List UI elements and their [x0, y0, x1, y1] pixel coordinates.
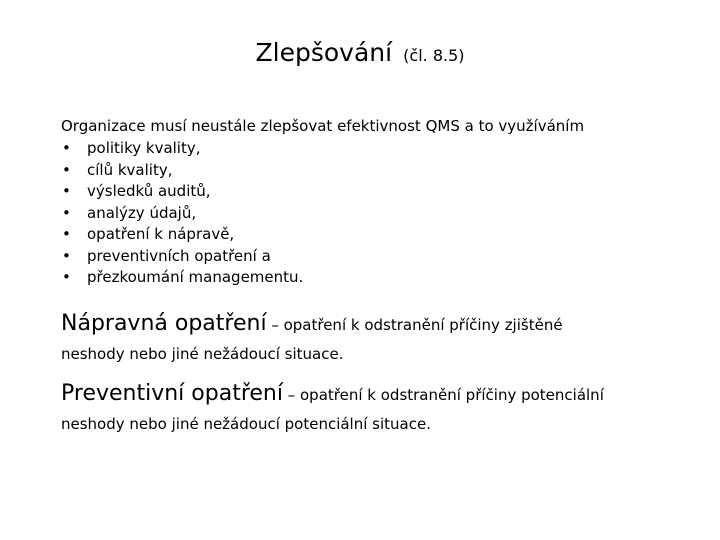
list-item-text: výsledků auditů,: [87, 182, 211, 200]
slide-title-reference: (čl. 8.5): [403, 46, 465, 65]
bullet-list: [61, 138, 303, 289]
list-item-text: opatření k nápravě,: [87, 225, 235, 243]
definition-term: Preventivní opatření: [61, 381, 283, 406]
list-item: [61, 267, 303, 289]
bullet-icon: •: [62, 160, 71, 179]
definition-corrective-action: [61, 310, 563, 364]
list-item: [61, 203, 303, 225]
list-item-text: přezkoumání managementu.: [87, 268, 304, 286]
intro-text: Organizace musí neustále zlepšovat efektivnost QMS a to využíváním: [61, 117, 585, 135]
definition-term: Nápravná opatření: [61, 311, 267, 336]
definition-text: – opatření k odstranění příčiny zjištěné: [266, 316, 563, 334]
definition-line-2: neshody nebo jiné nežádoucí potenciální situace.: [61, 415, 431, 433]
slide-title-main: Zlepšování: [255, 38, 393, 67]
list-item: [61, 181, 303, 203]
bullet-icon: •: [62, 182, 71, 200]
list-item-text: politiky kvality,: [87, 139, 201, 157]
list-item: [61, 138, 303, 160]
bullet-icon: •: [62, 268, 71, 286]
bullet-icon: •: [62, 246, 71, 265]
definition-line-1: [61, 380, 604, 409]
list-item-text: preventivních opatření a: [87, 246, 271, 265]
slide-title: [0, 38, 720, 67]
definition-text: – opatření k odstranění příčiny potenciální: [282, 386, 604, 404]
definition-line-1: [61, 310, 563, 339]
definition-line-2: neshody nebo jiné nežádoucí situace.: [61, 345, 344, 363]
list-item-text: cílů kvality,: [87, 160, 173, 179]
definition-preventive-action: [61, 380, 604, 434]
bullet-icon: •: [62, 203, 71, 222]
list-item: [61, 246, 303, 268]
bullet-icon: •: [62, 225, 71, 243]
list-item: [61, 160, 303, 182]
bullet-icon: •: [62, 139, 71, 157]
list-item-text: analýzy údajů,: [87, 203, 197, 222]
list-item: [61, 224, 303, 246]
